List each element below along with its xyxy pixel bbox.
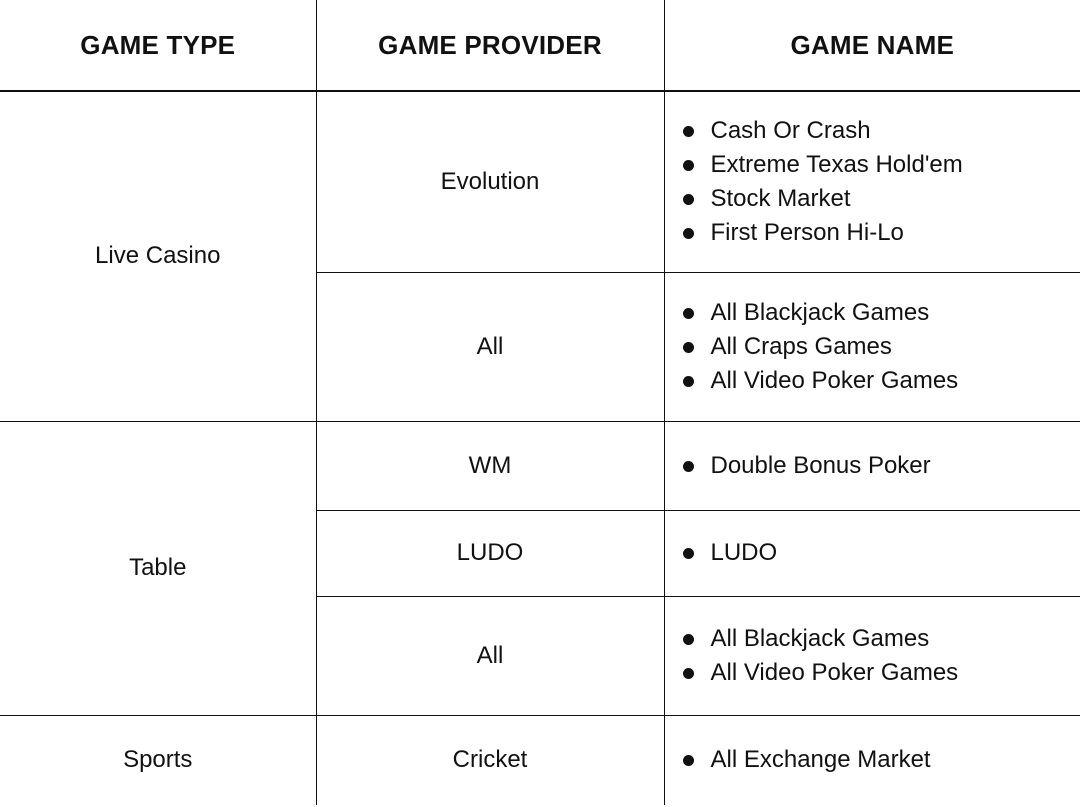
bullet-icon: [683, 668, 694, 679]
game-provider-cell: WM: [316, 421, 664, 510]
game-list: [665, 743, 1080, 777]
bullet-icon: [683, 548, 694, 559]
list-item: [711, 148, 1080, 182]
game-provider-cell: All: [316, 596, 664, 715]
game-list: [665, 114, 1080, 250]
game-name: All Blackjack Games: [710, 298, 930, 326]
game-name: LUDO: [710, 539, 778, 566]
game-provider-cell: All: [316, 272, 664, 421]
bullet-icon: [683, 376, 694, 387]
game-name: All Exchange Market: [710, 746, 931, 774]
game-list: [665, 622, 1080, 690]
bullet-icon: [683, 228, 694, 239]
list-item: [711, 216, 1080, 250]
bullet-icon: [683, 308, 694, 319]
list-item: [711, 364, 1080, 398]
list-item: [711, 743, 1080, 777]
list-item: [711, 114, 1080, 148]
header-game-provider: GAME PROVIDER: [316, 0, 664, 91]
header-row: [0, 0, 1080, 91]
game-name-cell: [664, 91, 1080, 272]
game-provider-cell: LUDO: [316, 510, 664, 596]
game-name-cell: [664, 596, 1080, 715]
list-item: [711, 536, 1080, 570]
table-row: [0, 91, 1080, 272]
game-name: First Person Hi-Lo: [710, 218, 904, 246]
list-item: [711, 296, 1080, 330]
bullet-icon: [683, 160, 694, 171]
game-name-cell: [664, 715, 1080, 805]
bullet-icon: [683, 755, 694, 766]
game-name: Cash Or Crash: [710, 116, 871, 144]
game-type-cell: Sports: [123, 746, 193, 774]
game-name: All Video Poker Games: [710, 658, 959, 686]
list-item: [711, 330, 1080, 364]
list-item: [711, 449, 1080, 483]
game-type-cell: Live Casino: [0, 91, 316, 421]
game-provider-cell: Cricket: [316, 715, 664, 805]
game-list: [665, 536, 1080, 570]
game-name: Stock Market: [710, 184, 851, 212]
header-game-type: GAME TYPE: [0, 0, 316, 91]
game-name: All Video Poker Games: [710, 366, 959, 394]
list-item: [711, 182, 1080, 216]
bullet-icon: [683, 461, 694, 472]
game-name: All Craps Games: [710, 332, 892, 360]
list-item: [711, 656, 1080, 690]
bullet-icon: [683, 634, 694, 645]
game-type-cell: Table: [0, 421, 316, 715]
list-item: [711, 622, 1080, 656]
game-name-cell: [664, 272, 1080, 421]
game-name: Extreme Texas Hold'em: [710, 150, 963, 178]
game-provider-cell: Evolution: [316, 91, 664, 272]
game-list: [665, 449, 1080, 483]
game-name: All Blackjack Games: [710, 624, 930, 652]
game-name-cell: [664, 421, 1080, 510]
bullet-icon: [683, 342, 694, 353]
header-game-name: GAME NAME: [664, 0, 1080, 91]
table-row: [0, 715, 1080, 805]
bullet-icon: [683, 126, 694, 137]
table-row: [0, 421, 1080, 510]
game-name: Double Bonus Poker: [710, 451, 931, 479]
bullet-icon: [683, 194, 694, 205]
game-list: [665, 296, 1080, 398]
game-name-cell: [664, 510, 1080, 596]
